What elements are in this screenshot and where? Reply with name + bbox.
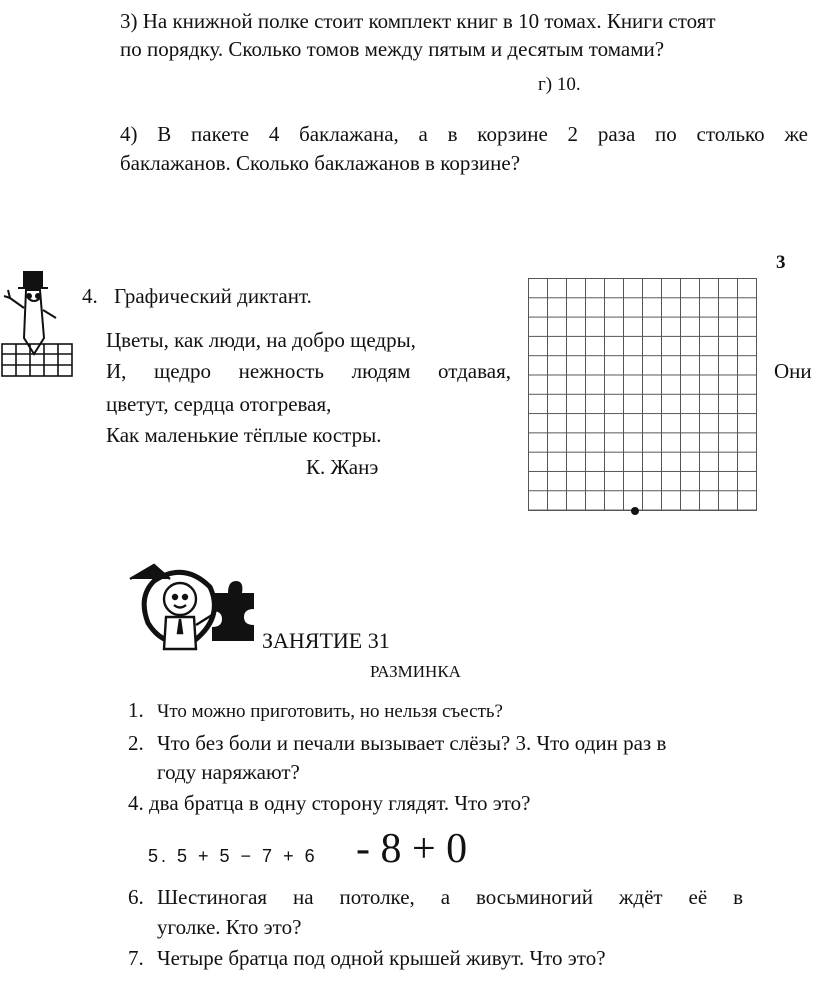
grid-start-dot bbox=[631, 507, 639, 515]
q1-text: Что можно приготовить, но нельзя съесть? bbox=[157, 701, 503, 722]
task4-line2: баклажанов. Сколько баклажанов в корзине? bbox=[120, 151, 521, 175]
poem-line4: Как маленькие тёплые костры. bbox=[106, 423, 382, 447]
q2-line1: Что без боли и печали вызывает слёзы? 3. Что один раз в bbox=[157, 731, 667, 755]
q4-text: 4. два братца в одну сторону глядят. Что это? bbox=[128, 791, 531, 815]
q2-line2: году наряжают? bbox=[157, 760, 300, 784]
lesson-subtitle: РАЗМИНКА bbox=[370, 662, 461, 681]
q7-text: Четыре братца под одной крышей живут. Что это? bbox=[157, 946, 606, 970]
scholar-puzzle-icon bbox=[124, 557, 258, 655]
poem-line2: И, щедро нежность людям отдавая, bbox=[106, 359, 511, 383]
corner-digit: 3 bbox=[776, 252, 786, 273]
dictation-grid bbox=[528, 278, 757, 511]
task3-line2: по порядку. Сколько томов между пятым и десятым томами? bbox=[120, 37, 665, 61]
dictation-title: Графический диктант. bbox=[114, 284, 312, 308]
dictation-number: 4. bbox=[82, 284, 98, 308]
lesson-title: ЗАНЯТИЕ 31 bbox=[262, 628, 390, 653]
q2-number: 2. bbox=[128, 731, 144, 755]
pencil-mascot-icon bbox=[0, 268, 76, 380]
poem-line1: Цветы, как люди, на добро щедры, bbox=[106, 328, 416, 352]
q5-expression-small: 5. 5 + 5 − 7 + 6 bbox=[148, 846, 318, 866]
poem-line2-tail: Они bbox=[774, 359, 812, 383]
q1-number: 1. bbox=[128, 698, 144, 722]
poem-line3: цветут, сердца отогревая, bbox=[106, 392, 332, 416]
task4-line1: 4) В пакете 4 баклажана, а в корзине 2 раза по столько же bbox=[120, 122, 808, 146]
poem-author: К. Жанэ bbox=[306, 455, 379, 479]
q6-line2: уголке. Кто это? bbox=[157, 915, 302, 939]
q7-number: 7. bbox=[128, 946, 144, 970]
task3-line1: 3) На книжной полке стоит комплект книг в 10 томах. Книги стоят bbox=[120, 9, 716, 33]
q5-expression-large: - 8 + 0 bbox=[356, 826, 468, 872]
q6-line1: Шестиногая на потолке, а восьминогий ждёт её в bbox=[157, 885, 743, 909]
task3-answer: г) 10. bbox=[538, 74, 581, 95]
q6-number: 6. bbox=[128, 885, 144, 909]
